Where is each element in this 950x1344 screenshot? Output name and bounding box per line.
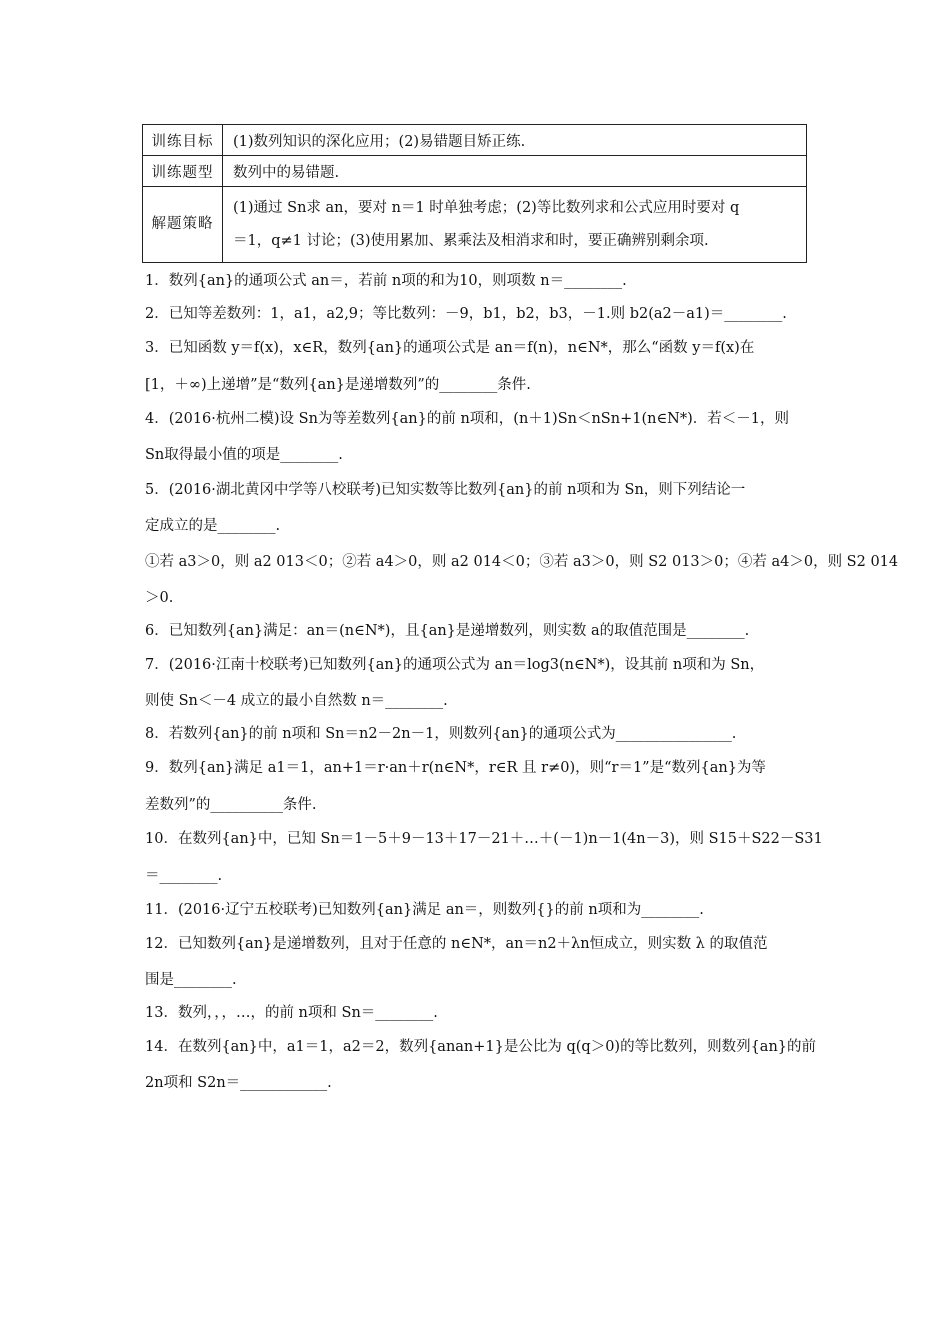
training-info-table [142,124,807,263]
question-12-line-1: 12．已知数列{an}是递增数列，且对于任意的 n∈N*，an＝n2＋λn恒成立，则实数 λ 的取值范 [145,936,768,952]
question-14-line-1: 14．在数列{an}中，a1＝1，a2＝2，数列{anan+1}是公比为 q(q＞0)的等比数列，则数列{an}的前 [145,1039,817,1055]
question-9-line-1: 9．数列{an}满足 a1＝1，an+1＝r·an＋r(n∈N*，r∈R 且 r≠0)，则“r＝1”是“数列{an}为等 [145,760,766,776]
question-6: 6．已知数列{an}满足：an＝(n∈N*)，且{an}是递增数列，则实数 a的取值范围是________. [145,623,750,639]
row-value-strategy [223,187,807,263]
question-5-line-1: 5．(2016·湖北黄冈中学等八校联考)已知实数等比数列{an}的前 n项和为 Sn，则下列结论一 [145,482,746,498]
question-3-line-2: [1，＋∞)上递增”是“数列{an}是递增数列”的________条件. [145,377,531,393]
row-label-type: 训练题型 [143,156,223,187]
question-10-line-1: 10．在数列{an}中，已知 Sn＝1－5＋9－13＋17－21＋…＋(－1)n－1(4n－3)，则 S15＋S22－S31 [145,831,823,847]
strategy-line-1: (1)通过 Sn求 an，要对 n＝1 时单独考虑；(2)等比数列求和公式应用时要对 q [233,199,740,216]
question-5-line-2: 定成立的是________. [145,518,281,534]
question-7-line-1: 7．(2016·江南十校联考)已知数列{an}的通项公式为 an＝log3(n∈N*)，设其前 n项和为 Sn， [145,657,765,673]
row-label-strategy: 解题策略 [143,187,223,263]
question-12-line-2: 围是________. [145,972,237,988]
row-value-goal: (1)数列知识的深化应用；(2)易错题目矫正练. [223,125,807,156]
table-row [143,156,807,187]
table-row [143,125,807,156]
strategy-line-2: ＝1，q≠1 讨论；(3)使用累加、累乘法及相消求和时，要正确辨别剩余项. [233,232,709,249]
row-label-goal: 训练目标 [143,125,223,156]
question-7-line-2: 则使 Sn＜－4 成立的最小自然数 n＝________. [145,693,448,709]
question-4-line-2: Sn取得最小值的项是________. [145,447,343,463]
question-14-line-2: 2n项和 S2n＝____________. [145,1075,332,1091]
question-11: 11．(2016·辽宁五校联考)已知数列{an}满足 an＝，则数列{}的前 n项和为________. [145,902,704,918]
row-value-type: 数列中的易错题. [223,156,807,187]
question-1: 1．数列{an}的通项公式 an＝，若前 n项的和为10，则项数 n＝________. [145,273,627,289]
question-3-line-1: 3．已知函数 y＝f(x)，x∈R，数列{an}的通项公式是 an＝f(n)，n∈N*，那么“函数 y＝f(x)在 [145,340,755,356]
question-2: 2．已知等差数列：1，a1，a2,9；等比数列：－9，b1，b2，b3，－1.则 b2(a2－a1)＝________. [145,306,787,322]
question-13: 13．数列，，，…，的前 n项和 Sn＝________. [145,1005,438,1021]
question-5-options-line-1: ①若 a3＞0，则 a2 013＜0；②若 a4＞0，则 a2 014＜0；③若 a3＞0，则 S2 013＞0；④若 a4＞0，则 S2 014 [145,554,899,570]
question-8: 8．若数列{an}的前 n项和 Sn＝n2－2n－1，则数列{an}的通项公式为________________. [145,726,737,742]
table-row [143,187,807,263]
question-10-line-2: ＝________. [145,868,223,884]
question-4-line-1: 4．(2016·杭州二模)设 Sn为等差数列{an}的前 n项和，(n＋1)Sn＜nSn+1(n∈N*)．若＜－1，则 [145,411,789,427]
question-5-options-line-2: ＞0. [145,590,174,606]
question-9-line-2: 差数列”的__________条件. [145,797,317,813]
